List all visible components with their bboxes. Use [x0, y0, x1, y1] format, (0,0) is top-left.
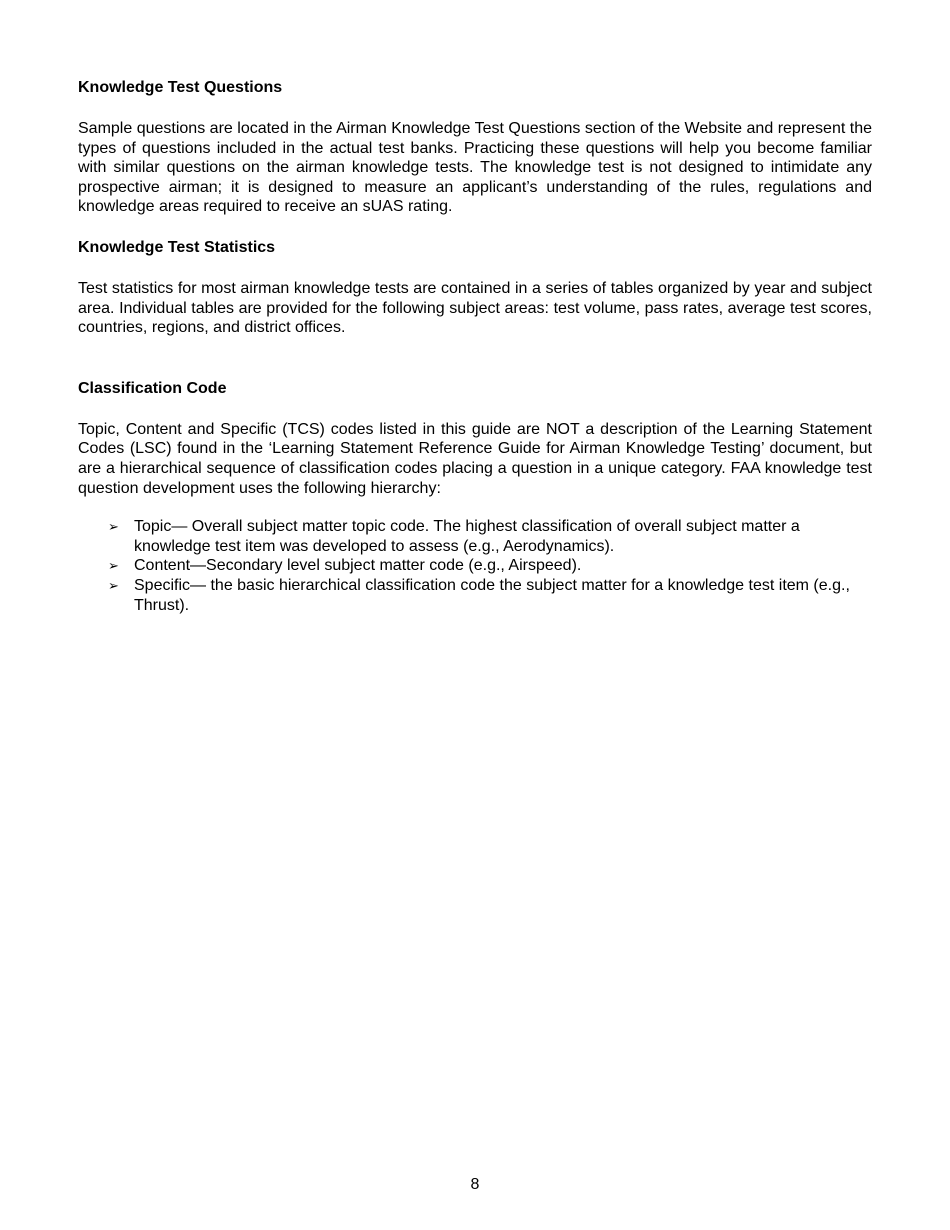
arrowhead-bullet-icon: ➢	[108, 519, 119, 535]
list-item-specific	[78, 576, 872, 615]
list-item-content	[78, 556, 872, 576]
list-item-text: Topic— Overall subject matter topic code. The highest classification of overall subject matter a knowledge test item was developed to assess (e.g., Aerodynamics).	[134, 518, 800, 555]
arrowhead-bullet-icon: ➢	[108, 558, 119, 574]
list-item-text: Content—Secondary level subject matter code (e.g., Airspeed).	[134, 557, 582, 575]
page-number: 8	[470, 1176, 480, 1193]
section-body-knowledge-test-statistics: Test statistics for most airman knowledge tests are contained in a series of tables organized by year and subject area. Individual tables are provided for the following subject areas: test volume, pass rates, average test scores, countries, regions, and district offices.	[78, 279, 872, 337]
section-heading-knowledge-test-statistics: Knowledge Test Statistics	[78, 238, 276, 256]
list-item-text: Specific— the basic hierarchical classification code the subject matter for a knowledge test item (e.g., Thrust).	[134, 576, 850, 614]
section-heading-classification-code: Classification Code	[78, 379, 227, 397]
page-content	[78, 78, 872, 615]
section-body-classification-code: Topic, Content and Specific (TCS) codes listed in this guide are NOT a description of the Learning Statement Codes (LSC) found in the ‘Learning Statement Reference Guide for Airman Knowledge Testing’ document, but are a hierarchical sequence of classification codes placing a question in a unique category. FAA knowledge test question development uses the following hierarchy:	[78, 420, 872, 497]
list-item-topic	[78, 517, 872, 556]
section-heading-knowledge-test-questions: Knowledge Test Questions	[78, 79, 283, 96]
section-body-knowledge-test-questions: Sample questions are located in the Airman Knowledge Test Questions section of the Website and represent the types of questions included in the actual test banks. Practicing these questions will help you become familiar with similar questions on the airman knowledge tests. The knowledge test is not designed to intimidate any prospective airman; it is designed to measure an applicant’s understanding of the rules, regulations and knowledge areas required to receive an sUAS rating.	[78, 120, 872, 216]
arrowhead-bullet-icon: ➢	[108, 577, 119, 593]
hierarchy-list	[78, 517, 872, 615]
